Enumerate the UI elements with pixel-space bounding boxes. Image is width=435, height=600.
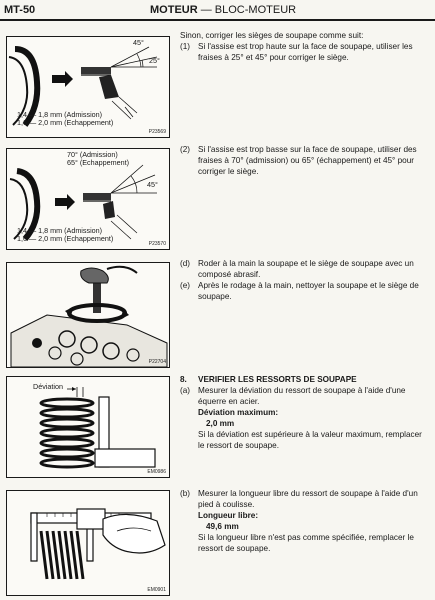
figure-code: P23570 [148, 241, 166, 247]
deviation-label: Déviation [33, 382, 63, 391]
spring-deviation-diagram [7, 377, 169, 477]
range-intake-label: 1,4 — 1,8 mm (Admission) [17, 110, 103, 119]
figure-code: P23569 [148, 129, 166, 135]
range-intake-label: 1,4 — 1,8 mm (Admission) [17, 226, 103, 235]
free-length-value: 49,6 mm [206, 522, 239, 531]
item-b-text: Mesurer la longueur libre du ressort de soupape à l'aide d'un pied à coulisse. [198, 489, 418, 509]
figure-seat-too-low [6, 148, 170, 250]
caliper-diagram [7, 491, 169, 595]
section-title: MOTEUR — BLOC-MOTEUR [150, 4, 297, 16]
intro-text: Sinon, corriger les sièges de soupape comme suit: [180, 31, 364, 40]
figure-caliper [6, 490, 170, 596]
item-e-text: Après le rodage à la main, nettoyer la soupape et le siège de soupape. [198, 281, 419, 301]
angle-45-label: 45° [133, 38, 144, 47]
lapping-diagram [7, 263, 169, 367]
step-8-number: 8. [180, 375, 187, 384]
item-1-text: Si l'assise est trop haute sur la face de soupape, utiliser les fraises à 25° et 45° pour corriger le siège. [198, 42, 413, 62]
item-a-number: (a) [180, 386, 191, 395]
step-8-heading [180, 374, 430, 385]
item-a [180, 385, 430, 407]
item-b-number: (b) [180, 489, 191, 498]
item-d-text: Roder à la main la soupape et le siège de soupape avec un composé abrasif. [198, 259, 414, 279]
figure-lapping [6, 262, 170, 368]
max-deviation-value: 2,0 mm [206, 419, 235, 428]
page-header [0, 0, 435, 22]
text-free-length [180, 488, 430, 554]
angle-25-label: 25° [149, 56, 160, 65]
item-2 [180, 144, 430, 177]
figure-spring-deviation [6, 376, 170, 478]
header-rule [0, 19, 435, 21]
figure-code: P22704 [148, 359, 166, 365]
deviation-note: Si la déviation est supérieure à la valeur maximum, remplacer le ressort de soupape. [198, 430, 422, 450]
figure-code: EM0901 [147, 587, 166, 593]
section-main: MOTEUR [150, 4, 198, 16]
item-d-number: (d) [180, 259, 191, 268]
section-sub: BLOC-MOTEUR [214, 4, 297, 16]
figure-seat-too-high [6, 36, 170, 138]
text-seat-too-high [180, 30, 430, 63]
figure-code: EM0986 [147, 469, 166, 475]
angle-65-label: 65° (Echappement) [67, 158, 130, 167]
item-1 [180, 41, 430, 63]
item-a-text: Mesurer la déviation du ressort de soupape à l'aide d'une équerre en acier. [198, 386, 406, 406]
item-1-number: (1) [180, 42, 191, 51]
item-b [180, 488, 430, 510]
item-2-text: Si l'assise est trop basse sur la face de soupape, utiliser des fraises à 70° (admission) ou 65° (échappement) et 45° pour corriger le siège. [198, 145, 417, 176]
free-length-note: Si la longueur libre n'est pas comme spécifiée, remplacer le ressort de soupape. [198, 533, 414, 553]
item-e-number: (e) [180, 281, 191, 290]
angle-45-label: 45° [147, 180, 158, 189]
max-deviation-label: Déviation maximum: [198, 408, 279, 417]
angle-70-label: 70° (Admission) [67, 150, 118, 159]
page-number: MT-50 [4, 4, 36, 16]
item-d [180, 258, 430, 280]
text-seat-too-low [180, 144, 430, 177]
item-2-number: (2) [180, 145, 191, 154]
step-8-title: VERIFIER LES RESSORTS DE SOUPAPE [198, 375, 357, 384]
text-spring-deviation [180, 374, 430, 451]
text-lapping [180, 258, 430, 302]
free-length-label: Longueur libre: [198, 511, 259, 520]
item-e [180, 280, 430, 302]
range-exhaust-label: 1,6 — 2,0 mm (Echappement) [17, 234, 114, 243]
range-exhaust-label: 1,6 — 2,0 mm (Echappement) [17, 118, 114, 127]
